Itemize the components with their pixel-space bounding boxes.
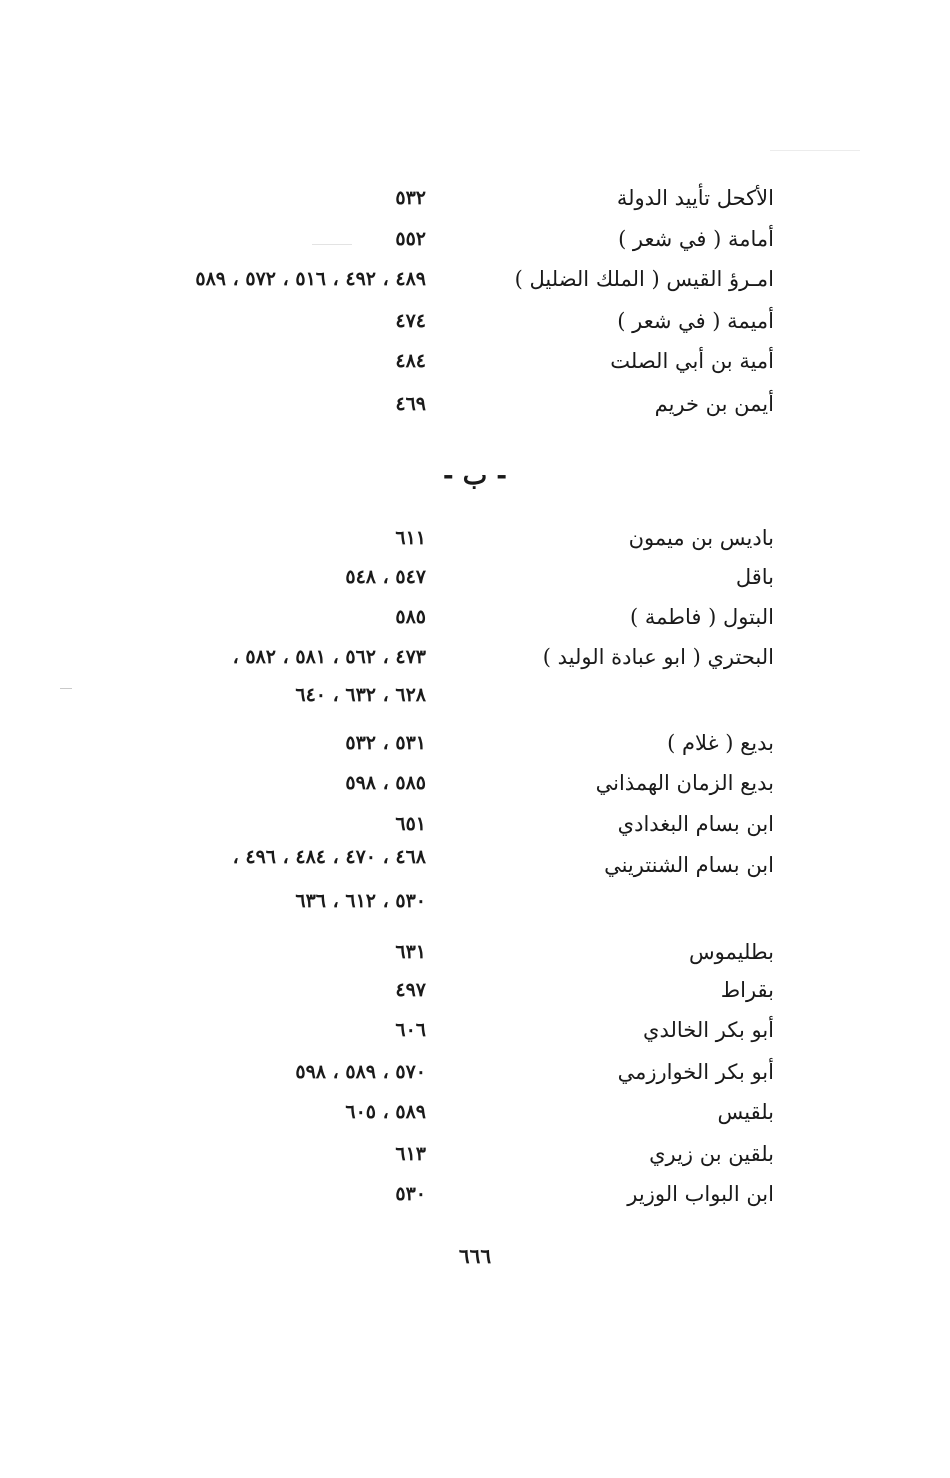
entry-name: امـرؤ القيس ( الملك الضليل )	[514, 267, 774, 291]
entry-name: ابن بسام الشنتريني	[604, 853, 774, 877]
index-entry	[0, 219, 950, 259]
entry-pages: ٦١٣	[395, 1143, 426, 1165]
entry-pages: ٤٨٩ ، ٤٩٢ ، ٥١٦ ، ٥٧٢ ، ٥٨٩	[195, 268, 426, 290]
entry-name: بديع الزمان الهمذاني	[595, 771, 774, 795]
index-entry-continuation	[0, 881, 950, 921]
index-entry	[0, 384, 950, 424]
index-entry	[0, 837, 950, 877]
entry-pages: ٤٩٧	[395, 979, 426, 1001]
index-entry-continuation	[0, 675, 950, 715]
entry-name: باديس بن ميمون	[628, 526, 774, 550]
entry-pages: ٥٧٠ ، ٥٨٩ ، ٥٩٨	[295, 1061, 426, 1083]
entry-name: باقل	[735, 565, 774, 589]
entry-pages: ٤٧٣ ، ٥٦٢ ، ٥٨١ ، ٥٨٢ ،	[232, 646, 426, 668]
entry-name: أبو بكر الخوارزمي	[617, 1060, 774, 1084]
entry-pages: ٦٥١	[395, 813, 426, 835]
entry-pages: ٦١١	[395, 527, 426, 549]
entry-name: أبو بكر الخالدي	[643, 1018, 774, 1042]
index-entry	[0, 637, 950, 677]
entry-pages: ٥٨٩ ، ٦٠٥	[345, 1101, 426, 1123]
entry-name: بطليموس	[689, 940, 774, 964]
index-entry	[0, 259, 950, 299]
entry-pages: ٦٣١	[395, 941, 426, 963]
index-entry	[0, 1010, 950, 1050]
index-entry	[0, 763, 950, 803]
entry-pages: ٦٢٨ ، ٦٣٢ ، ٦٤٠	[295, 684, 426, 706]
entry-pages: ٥٤٧ ، ٥٤٨	[345, 566, 426, 588]
entry-name: أمامة ( في شعر )	[618, 227, 774, 251]
entry-pages: ٦٠٦	[395, 1019, 426, 1041]
entry-name: البحتري ( ابو عبادة الوليد )	[542, 645, 774, 669]
index-entry	[0, 723, 950, 763]
entry-pages: ٤٧٤	[395, 310, 426, 332]
entry-pages: ٥٨٥ ، ٥٩٨	[345, 772, 426, 794]
entry-name: بلقين بن زيري	[649, 1142, 774, 1166]
index-entry	[0, 518, 950, 558]
entry-pages: ٥٣٢	[395, 187, 426, 209]
index-entry	[0, 1134, 950, 1174]
entry-name: الأكحل تأييد الدولة	[616, 186, 774, 210]
entry-name: ابن بسام البغدادي	[617, 812, 774, 836]
scan-speck	[312, 244, 352, 245]
index-entry	[0, 178, 950, 218]
entry-name: البتول ( فاطمة )	[630, 605, 774, 629]
index-entry	[0, 597, 950, 637]
entry-pages: ٥٥٢	[395, 228, 426, 250]
entry-name: ابن البواب الوزير	[627, 1182, 774, 1206]
entry-pages: ٥٣١ ، ٥٣٢	[345, 732, 426, 754]
entry-pages: ٤٨٤	[395, 350, 426, 372]
entry-pages: ٤٦٩	[395, 393, 426, 415]
index-entry	[0, 1174, 950, 1214]
entry-pages: ٥٣٠	[395, 1183, 426, 1205]
index-entry	[0, 341, 950, 381]
entry-pages: ٥٣٠ ، ٦١٢ ، ٦٣٦	[295, 890, 426, 912]
entry-name: بلقيس	[717, 1100, 774, 1124]
entry-name: بديع ( غلام )	[667, 731, 774, 755]
entry-pages: ٤٦٨ ، ٤٧٠ ، ٤٨٤ ، ٤٩٦ ،	[232, 846, 426, 868]
index-entry	[0, 932, 950, 972]
entry-name: بقراط	[720, 978, 774, 1002]
entry-name: أميمة ( في شعر )	[617, 309, 774, 333]
entry-name: أمية بن أبي الصلت	[610, 349, 774, 373]
index-entry	[0, 557, 950, 597]
index-entry	[0, 1092, 950, 1132]
section-heading: - ب -	[442, 461, 508, 491]
scan-speck	[60, 688, 72, 689]
index-entry	[0, 970, 950, 1010]
page-number: ٦٦٦	[458, 1244, 492, 1268]
scan-speck	[770, 150, 860, 151]
index-entry	[0, 1052, 950, 1092]
index-entry	[0, 301, 950, 341]
entry-name: أيمن بن خريم	[654, 392, 774, 416]
entry-pages: ٥٨٥	[395, 606, 426, 628]
